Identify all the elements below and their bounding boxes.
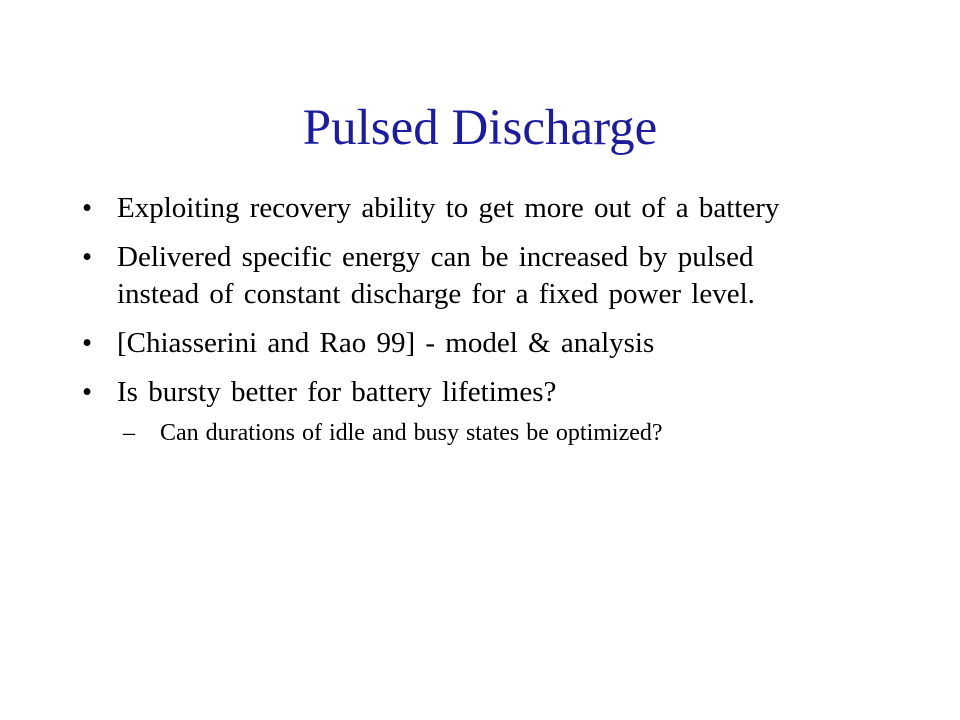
sub-bullet-marker: – — [123, 420, 135, 446]
bullet-marker: • — [82, 192, 93, 224]
bullet-marker: • — [82, 327, 93, 359]
bullet-marker: • — [82, 376, 93, 408]
sub-bullet-text: Can durations of idle and busy states be optimized? — [160, 420, 663, 446]
sub-bullet-item — [82, 417, 842, 449]
bullet-text: Is bursty better for battery lifetimes? — [117, 376, 557, 408]
bullet-marker: • — [82, 241, 93, 273]
bullet-item — [82, 325, 842, 362]
bullet-text: Delivered specific energy can be increased by pulsed instead of constant discharge for a fixed power level. — [117, 241, 755, 310]
bullet-text: [Chiasserini and Rao 99] - model & analysis — [117, 327, 655, 359]
slide-title: Pulsed Discharge — [302, 100, 658, 156]
bullet-list — [82, 190, 842, 461]
bullet-text: Exploiting recovery ability to get more out of a battery — [117, 192, 780, 224]
bullet-item — [82, 374, 842, 411]
bullet-item — [82, 190, 842, 227]
bullet-item — [82, 239, 842, 313]
